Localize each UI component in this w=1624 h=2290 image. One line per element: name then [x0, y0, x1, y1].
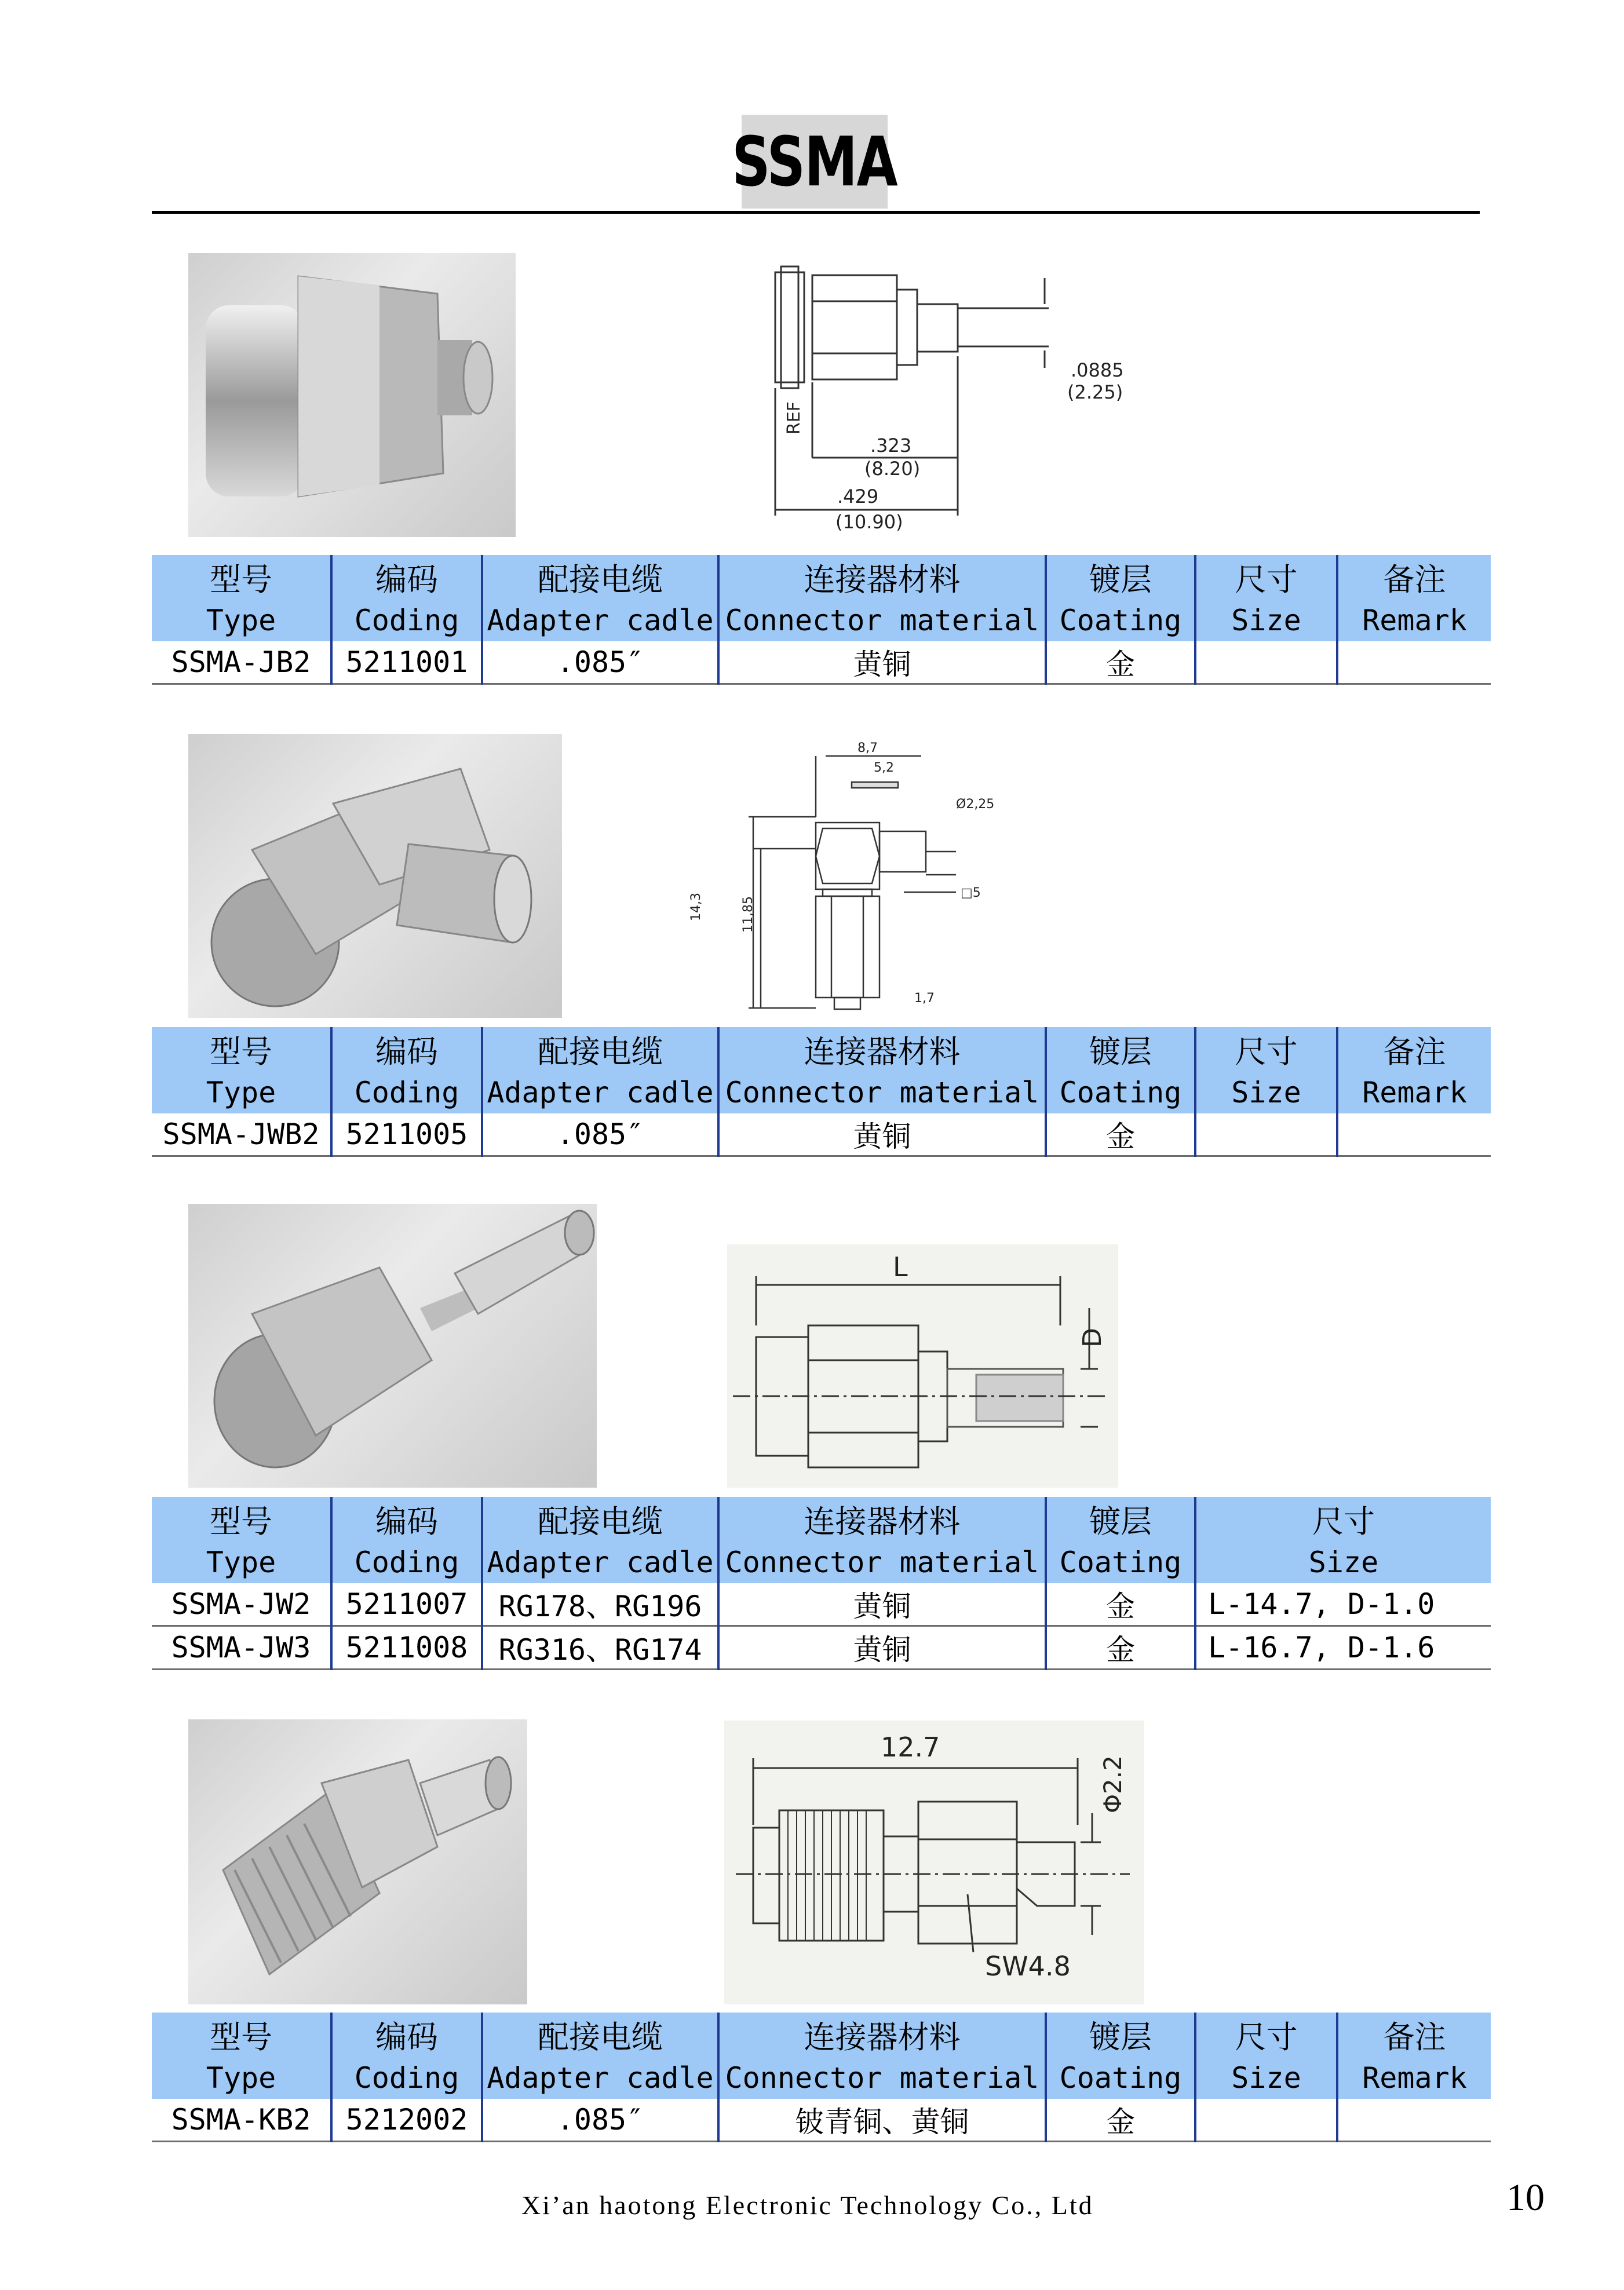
header-material-en: Connector material: [718, 1072, 1046, 1113]
spec-table-2: [152, 1027, 1491, 1157]
header-coding-cn: 编码: [331, 2013, 482, 2057]
header-size-cn: 尺寸: [1195, 555, 1337, 600]
cell-type: SSMA-JWB2: [152, 1113, 331, 1156]
header-coding-en: Coding: [331, 1072, 482, 1113]
cell-coding: 5212002: [331, 2099, 482, 2142]
cell-coating: 金: [1046, 1626, 1195, 1670]
cell-coating: 金: [1046, 2099, 1195, 2142]
dim-dia-2-25: Ø2,25: [956, 797, 995, 812]
page-title: SSMA: [742, 115, 888, 209]
header-type-en: Type: [152, 600, 331, 641]
dim-dia-2-2: Φ2.2: [1099, 1755, 1127, 1813]
cell-size: L-14.7, D-1.0: [1195, 1583, 1491, 1626]
cell-remark: [1337, 2099, 1491, 2142]
cell-size: [1195, 641, 1337, 684]
header-coding-cn: 编码: [331, 1497, 482, 1542]
header-type-cn: 型号: [152, 2013, 331, 2057]
header-size-en: Size: [1195, 1072, 1337, 1113]
spec-table-3: [152, 1497, 1491, 1670]
header-cable-cn: 配接电缆: [482, 1497, 718, 1542]
drawing-ssma-jw: [727, 1244, 1118, 1488]
dim-l: L: [893, 1251, 908, 1283]
table-row: [152, 1626, 1491, 1670]
dim-5-2: 5,2: [874, 761, 894, 775]
header-cable-cn: 配接电缆: [482, 555, 718, 600]
footer-company: Xi’an haotong Electronic Technology Co., Ltd: [521, 2190, 1094, 2220]
header-type-en: Type: [152, 1542, 331, 1583]
product-photo-ssma-kb2: [188, 1719, 527, 2004]
header-size-en: Size: [1195, 600, 1337, 641]
cell-cable: RG316、RG174: [482, 1626, 718, 1670]
cell-remark: [1337, 641, 1491, 684]
dim-sw-4-8: SW4.8: [985, 1951, 1071, 1982]
dim-sq-5: □5: [961, 886, 981, 900]
dim-11-85: 11,85: [741, 896, 756, 933]
cell-cable: RG178、RG196: [482, 1583, 718, 1626]
header-type-cn: 型号: [152, 1027, 331, 1072]
dim-12-7: 12.7: [881, 1732, 940, 1763]
header-cable-en: Adapter cadle: [482, 1072, 718, 1113]
header-coating-en: Coating: [1046, 1542, 1195, 1583]
cell-type: SSMA-JW2: [152, 1583, 331, 1626]
header-material-en: Connector material: [718, 1542, 1046, 1583]
cell-coating: 金: [1046, 1583, 1195, 1626]
header-size-en: Size: [1195, 1542, 1491, 1583]
cell-material: 黄铜: [718, 1113, 1046, 1156]
header-material-cn: 连接器材料: [718, 1497, 1046, 1542]
page-number: 10: [1506, 2176, 1545, 2219]
header-coding-en: Coding: [331, 2057, 482, 2099]
product-photo-ssma-jw: [188, 1204, 597, 1488]
table-row: [152, 2099, 1491, 2142]
cell-coding: 5211008: [331, 1626, 482, 1670]
cell-size: L-16.7, D-1.6: [1195, 1626, 1491, 1670]
header-material-en: Connector material: [718, 2057, 1046, 2099]
dim-ref: REF: [784, 401, 804, 434]
header-cable-cn: 配接电缆: [482, 1027, 718, 1072]
header-coating-en: Coating: [1046, 600, 1195, 641]
dim-429: .429: [837, 485, 879, 507]
header-coding-en: Coding: [331, 1542, 482, 1583]
dim-429-mm: (10.90): [835, 511, 903, 533]
cell-material: 铍青铜、黄铜: [718, 2099, 1046, 2142]
header-material-en: Connector material: [718, 600, 1046, 641]
cell-cable: .085″: [482, 2099, 718, 2142]
dim-323: .323: [870, 434, 912, 456]
header-remark-cn: 备注: [1337, 2013, 1491, 2057]
header-type-en: Type: [152, 1072, 331, 1113]
dim-0885-mm: (2.25): [1067, 381, 1123, 403]
cell-material: 黄铜: [718, 1626, 1046, 1670]
header-cable-cn: 配接电缆: [482, 2013, 718, 2057]
header-type-en: Type: [152, 2057, 331, 2099]
cell-remark: [1337, 1113, 1491, 1156]
table-row: [152, 641, 1491, 684]
spec-table-1: [152, 555, 1491, 685]
cell-size: [1195, 1113, 1337, 1156]
header-cable-en: Adapter cadle: [482, 600, 718, 641]
dim-0885: .0885: [1071, 359, 1124, 381]
dim-1-7: 1,7: [914, 991, 935, 1006]
header-size-en: Size: [1195, 2057, 1337, 2099]
header-remark-en: Remark: [1337, 2057, 1491, 2099]
header-material-cn: 连接器材料: [718, 2013, 1046, 2057]
drawing-ssma-jwb2: [684, 736, 1060, 1025]
header-type-cn: 型号: [152, 555, 331, 600]
cell-coding: 5211005: [331, 1113, 482, 1156]
cell-cable: .085″: [482, 1113, 718, 1156]
dim-14-3: 14,3: [689, 893, 703, 921]
cell-size: [1195, 2099, 1337, 2142]
table-row: [152, 1113, 1491, 1156]
header-remark-cn: 备注: [1337, 555, 1491, 600]
header-remark-en: Remark: [1337, 600, 1491, 641]
table-row: [152, 1583, 1491, 1626]
dim-d: D: [1078, 1328, 1107, 1347]
cell-type: SSMA-JB2: [152, 641, 331, 684]
header-remark-en: Remark: [1337, 1072, 1491, 1113]
header-size-cn: 尺寸: [1195, 2013, 1337, 2057]
header-coating-cn: 镀层: [1046, 2013, 1195, 2057]
header-cable-en: Adapter cadle: [482, 1542, 718, 1583]
header-remark-cn: 备注: [1337, 1027, 1491, 1072]
cell-coating: 金: [1046, 641, 1195, 684]
cell-type: SSMA-KB2: [152, 2099, 331, 2142]
cell-type: SSMA-JW3: [152, 1626, 331, 1670]
header-size-cn: 尺寸: [1195, 1027, 1337, 1072]
header-coating-cn: 镀层: [1046, 555, 1195, 600]
header-size-cn: 尺寸: [1195, 1497, 1491, 1542]
cell-material: 黄铜: [718, 1583, 1046, 1626]
header-material-cn: 连接器材料: [718, 555, 1046, 600]
spec-table-4: [152, 2013, 1491, 2142]
product-photo-ssma-jb2: [188, 253, 516, 537]
header-type-cn: 型号: [152, 1497, 331, 1542]
title-rule: [152, 211, 1480, 214]
header-coding-en: Coding: [331, 600, 482, 641]
header-coding-cn: 编码: [331, 555, 482, 600]
product-photo-ssma-jwb2: [188, 734, 562, 1018]
header-material-cn: 连接器材料: [718, 1027, 1046, 1072]
dim-323-mm: (8.20): [864, 458, 921, 480]
header-coding-cn: 编码: [331, 1027, 482, 1072]
cell-coding: 5211007: [331, 1583, 482, 1626]
cell-coating: 金: [1046, 1113, 1195, 1156]
drawing-ssma-jb2: [765, 261, 1170, 539]
header-cable-en: Adapter cadle: [482, 2057, 718, 2099]
cell-material: 黄铜: [718, 641, 1046, 684]
cell-cable: .085″: [482, 641, 718, 684]
cell-coding: 5211001: [331, 641, 482, 684]
header-coating-cn: 镀层: [1046, 1497, 1195, 1542]
header-coating-cn: 镀层: [1046, 1027, 1195, 1072]
header-coating-en: Coating: [1046, 1072, 1195, 1113]
header-coating-en: Coating: [1046, 2057, 1195, 2099]
dim-8-7: 8,7: [857, 741, 878, 755]
drawing-ssma-kb2: [724, 1721, 1144, 2004]
